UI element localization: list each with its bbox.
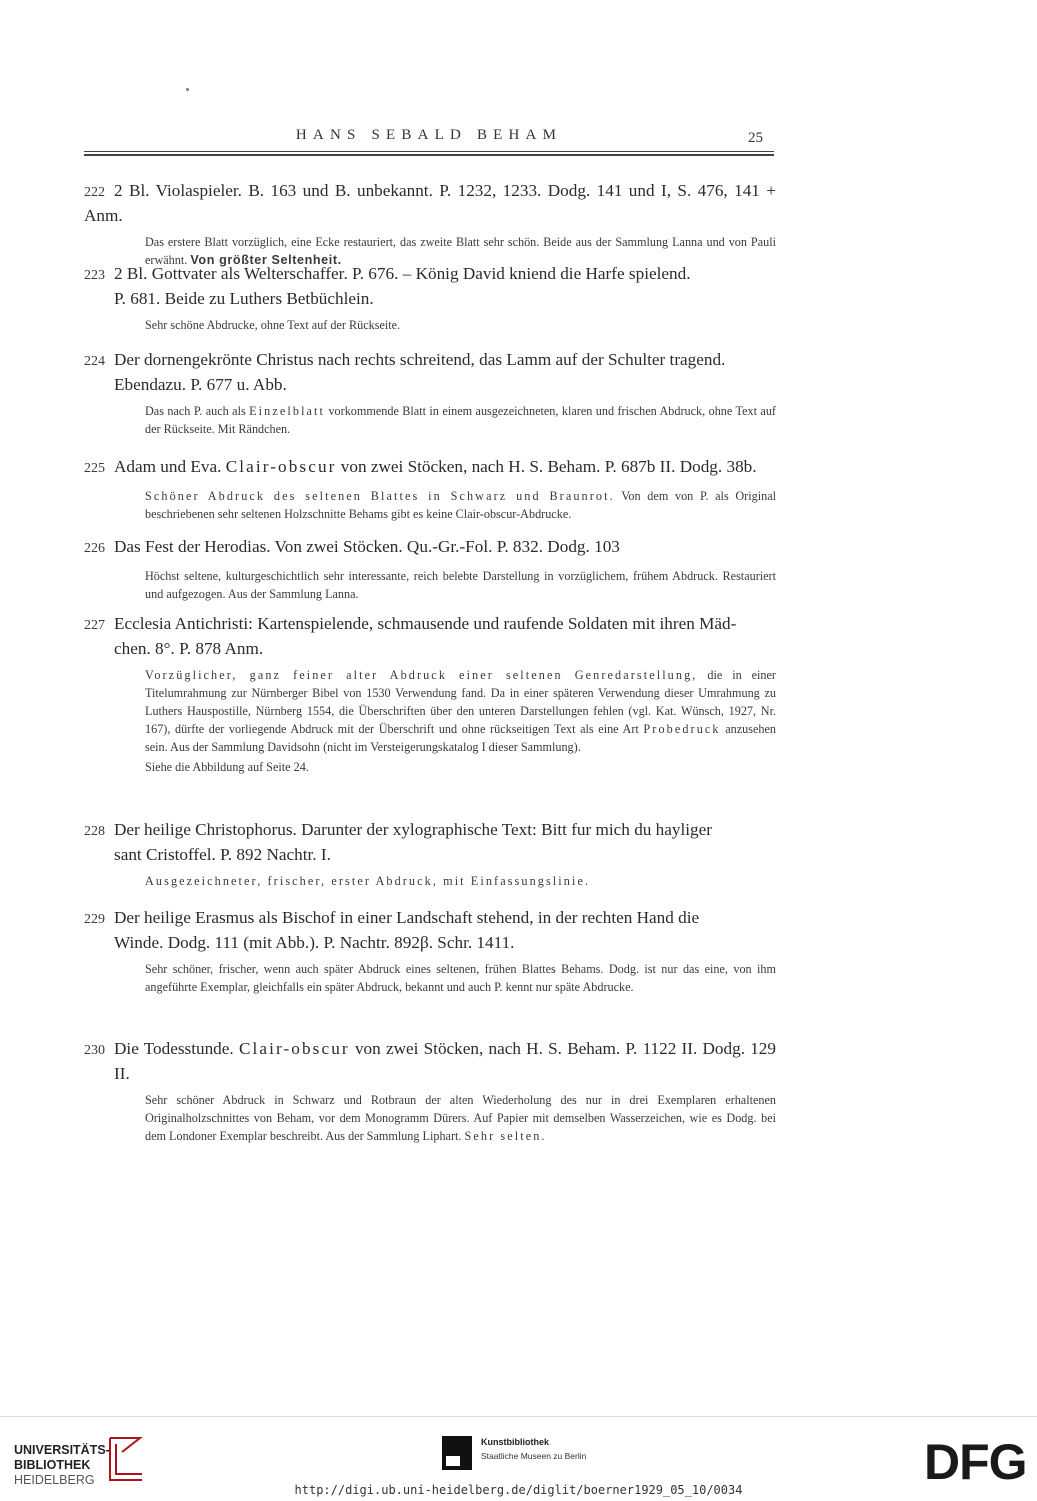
ub-heidelberg-mark-icon	[102, 1434, 148, 1484]
kunstbibliothek-subtitle: Staatliche Museen zu Berlin	[481, 1451, 587, 1461]
catalog-entry-227: 227 Ecclesia Antichristi: Kartenspielende, schmausende und raufende Soldaten mit ihren Mäd- chen. 8°. P. 878 Anm. Vorzüglicher, ganz feiner alter Abdruck einer seltenen Genredarstellung, die in einer Titelumrahmung zur Nürnberger Bibel von 1530 Verwendung fand. Da in einer späteren Verwendung dieser Umrahmung zu Luthers Hauspostille, Nürnberg 1554, die Überschriften über den unteren Darstellungen fehlen (vgl. Kat. Wünsch, 1927, Nr. 167), dürfte der vorliegende Abdruck mit der Überschrift und ohne rückseitigen Text als eine Art Probedruck anzusehen sein. Aus der Sammlung Davidsohn (nicht im Versteigerungskatalog I dieser Sammlung). Siehe die Abbildung auf Seite 24.	[84, 614, 776, 774]
catalog-entry-228: 228 Der heilige Christophorus. Darunter der xylographische Text: Bitt fur mich du hayliger sant Cristoffel. P. 892 Nachtr. I. Ausgezeichneter, frischer, erster Abdruck, mit Einfassungslinie.	[84, 819, 776, 890]
entry-title: 222 2 Bl. Violaspieler. B. 163 und B. unbekannt. P. 1232, 1233. Dodg. 141 und I, S. 476, 141 + Anm.	[84, 181, 776, 225]
header-rule-double	[84, 154, 774, 156]
entry-number: 224	[84, 354, 105, 369]
running-title: HANS SEBALD BEHAM	[295, 127, 563, 143]
entry-title: 230 Die Todesstunde. Clair-obscur von zwei Stöcken, nach H. S. Beham. P. 1122 II. Dodg. 129 II.	[84, 1039, 776, 1083]
entry-title: 223 2 Bl. Gottvater als Welterschaffer. P. 676. – König David kniend die Harfe spielend.	[84, 263, 776, 288]
entry-title: 228 Der heilige Christophorus. Darunter der xylographische Text: Bitt fur mich du hayliger	[84, 819, 776, 844]
entry-title: 227 Ecclesia Antichristi: Kartenspielende, schmausende und raufende Soldaten mit ihren Mäd-	[84, 613, 776, 638]
ub-heidelberg-logo[interactable]: UNIVERSITÄTS- BIBLIOTHEK HEIDELBERG	[14, 1443, 110, 1487]
catalog-entry-222	[84, 180, 776, 269]
entry-title: 229 Der heilige Erasmus als Bischof in einer Landschaft stehend, in der rechten Hand die	[84, 907, 776, 932]
catalog-entry-223: 223 2 Bl. Gottvater als Welterschaffer. P. 676. – König David kniend die Harfe spielend. P. 681. Beide zu Luthers Betbüchlein. Sehr schöne Abdrucke, ohne Text auf der Rückseite.	[84, 263, 776, 334]
catalog-entry-224: 224 Der dornengekrönte Christus nach rechts schreitend, das Lamm auf der Schulter tragend. Ebendazu. P. 677 u. Abb. Das nach P. auch als Einzelblatt vorkommende Blatt in einem ausgezeichneten, klaren und frischen Abdruck, ohne Text auf der Rückseite. Mit Rändchen.	[84, 350, 776, 436]
entry-number: 225	[84, 461, 105, 476]
entry-number: 222	[84, 185, 105, 200]
entry-number: 227	[84, 618, 105, 633]
footer-divider	[0, 1416, 1037, 1417]
entry-number: 229	[84, 912, 105, 927]
entry-description: Ausgezeichneter, frischer, erster Abdruck, mit Einfassungslinie.	[145, 874, 591, 888]
kunstbibliothek-logo-icon	[442, 1436, 472, 1470]
entry-title: 226 Das Fest der Herodias. Von zwei Stöcken. Qu.-Gr.-Fol. P. 832. Dodg. 103	[84, 536, 776, 561]
entry-description: Sehr schöne Abdrucke, ohne Text auf der Rückseite.	[145, 318, 401, 332]
dfg-logo[interactable]: DFG	[924, 1434, 1027, 1490]
entry-description: Höchst seltene, kulturgeschichtlich sehr interessante, reich belebte Darstellung in vorzüglichem, frühem Abdruck. Restauriert und aufgezogen. Aus der Sammlung Lanna.	[145, 568, 776, 601]
see-also-note: Siehe die Abbildung auf Seite 24.	[145, 760, 309, 774]
entry-description: Sehr schöner Abdruck in Schwarz und Rotbraun der alten Wiederholung des nur in drei Exemplaren erhaltenen Originalholzschnittes von Beham, vor dem Monogramm Dürers. Auf Papier mit demselben Wasserzeichen, wie es Dodg. bei dem Londoner Exemplar beschreibt. Aus der Sammlung Liphart. Sehr selten.	[145, 1093, 776, 1143]
entry-description: Das nach P. auch als Einzelblatt vorkommende Blatt in einem ausgezeichneten, klaren und frischen Abdruck, ohne Text auf der Rückseite. Mit Rändchen.	[145, 404, 776, 436]
catalog-entry-229: 229 Der heilige Erasmus als Bischof in einer Landschaft stehend, in der rechten Hand die Winde. Dodg. 111 (mit Abb.). P. Nachtr. 892β. Schr. 1411. Sehr schöner, frischer, wenn auch später Abdruck eines seltenen, frühen Blattes Behams. Dodg. ist nur das eine, von ihm angeführte Exemplar, gleichfalls ein später Abdruck, bekannt und auch P. kennt nur späte Abdrucke.	[84, 908, 776, 994]
entry-description: Vorzüglicher, ganz feiner alter Abdruck einer seltenen Genredarstellung, die in einer Titelumrahmung zur Nürnberger Bibel von 1530 Verwendung fand. Da in einer späteren Verwendung dieser Umrahmung zu Luthers Hauspostille, Nürnberg 1554, die Überschriften über den unteren Darstellungen fehlen (vgl. Kat. Wünsch, 1927, Nr. 167), dürfte der vorliegende Abdruck mit der Überschrift und ohne rückseitigen Text als eine Art Probedruck anzusehen sein. Aus der Sammlung Davidsohn (nicht im Versteigerungskatalog I dieser Sammlung).	[145, 668, 776, 754]
entry-title: 225 Adam und Eva. Clair-obscur von zwei Stöcken, nach H. S. Beham. P. 687b II. Dodg. 38b.	[84, 456, 776, 481]
page-number: 25	[748, 130, 763, 146]
kunstbibliothek-title: Kunstbibliothek	[481, 1437, 549, 1447]
entry-number: 228	[84, 824, 105, 839]
header-rule	[84, 151, 774, 152]
catalog-entry-226	[84, 536, 776, 603]
entry-description: Schöner Abdruck des seltenen Blattes in Schwarz und Braunrot. Von dem von P. als Original beschriebenen sehr seltenen Holzschnitte Behams gibt es keine Clair-obscur-Abdrucke.	[145, 488, 776, 521]
entry-title: 224 Der dornengekrönte Christus nach rechts schreitend, das Lamm auf der Schulter tragend.	[84, 349, 776, 374]
entry-description: Das erstere Blatt vorzüglich, eine Ecke restauriert, das zweite Blatt sehr schön. Beide aus der Sammlung Lanna und von Pauli erwähnt. Von größter Seltenheit.	[145, 235, 776, 267]
entry-number: 223	[84, 268, 105, 283]
entry-number: 226	[84, 541, 105, 556]
entry-number: 230	[84, 1043, 105, 1058]
permalink-url[interactable]: http://digi.ub.uni-heidelberg.de/diglit/boerner1929_05_10/0034	[294, 1483, 743, 1497]
entry-description: Sehr schöner, frischer, wenn auch später Abdruck eines seltenen, frühen Blattes Behams. Dodg. ist nur das eine, von ihm angeführte Exemplar, gleichfalls ein später Abdruck, bekannt und auch P. kennt nur späte Abdrucke.	[145, 962, 776, 994]
catalog-entry-230	[84, 1038, 776, 1145]
speck	[186, 88, 189, 91]
catalog-entry-225	[84, 456, 776, 523]
